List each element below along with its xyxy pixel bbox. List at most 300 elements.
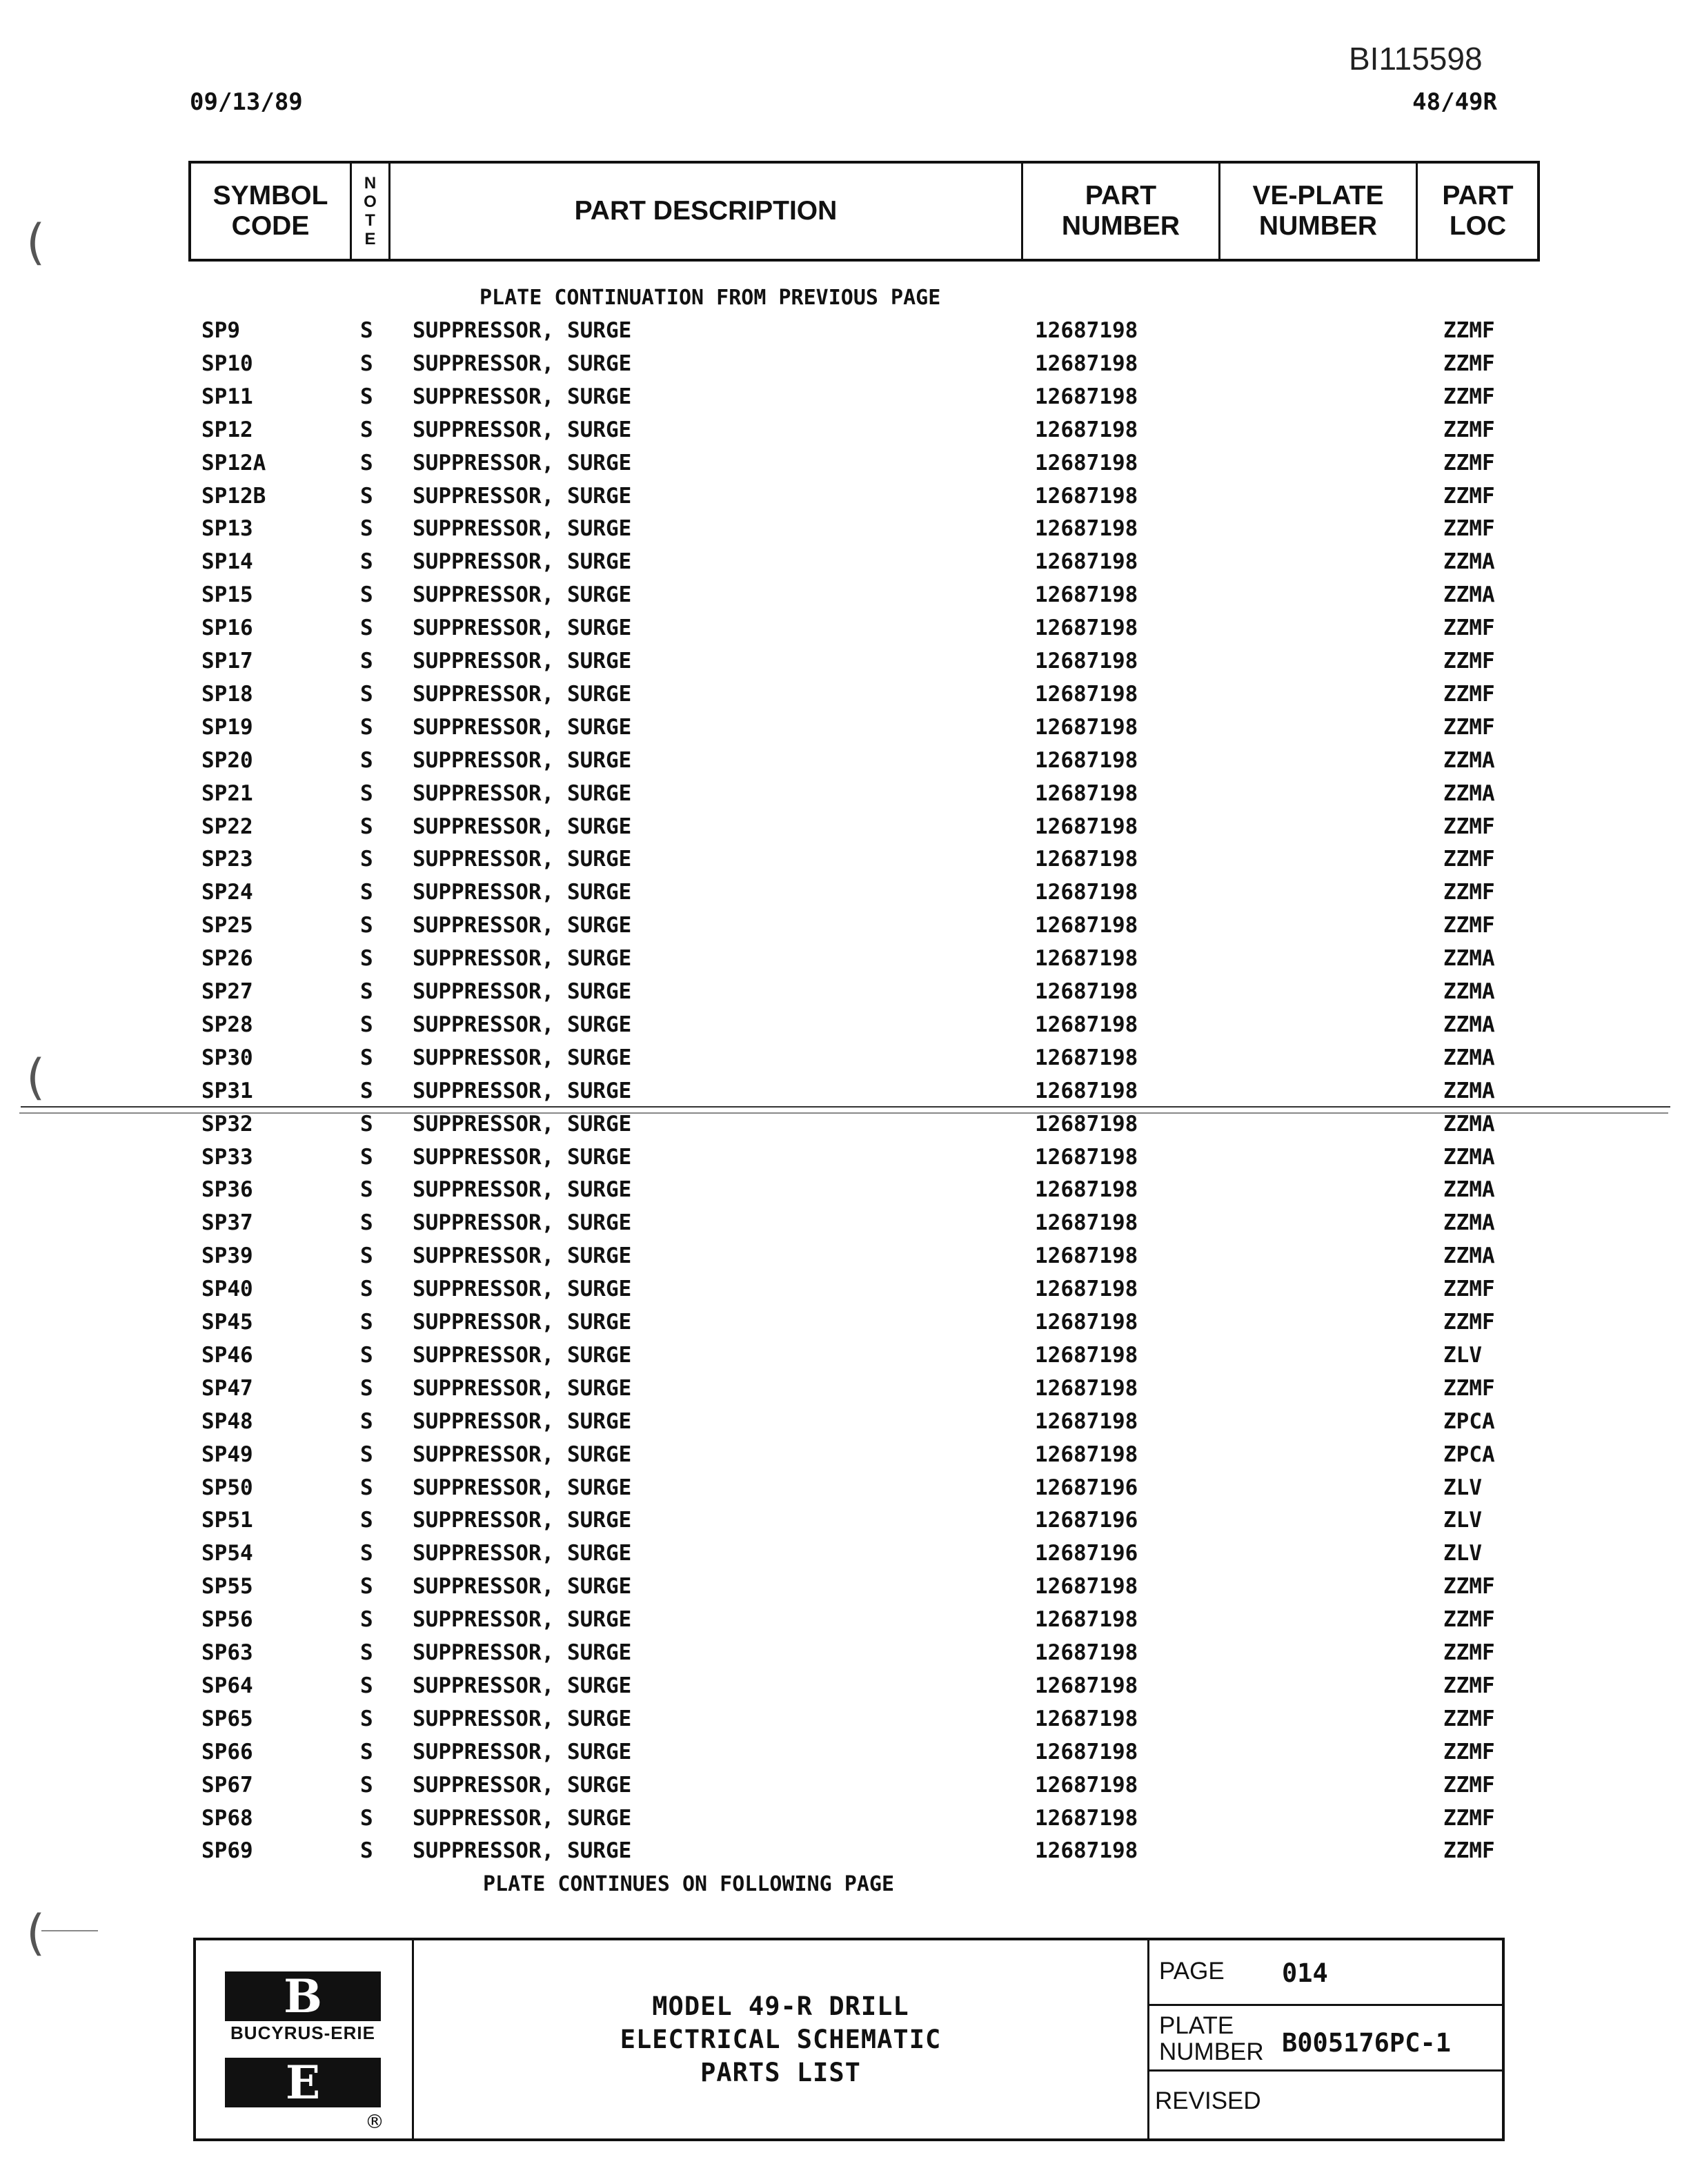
binding-mark: ( (26, 1049, 46, 1105)
part-loc: ZZMF (1443, 714, 1495, 740)
part-description: SUPPRESSOR, SURGE (413, 1243, 632, 1269)
part-loc: ZZMA (1443, 780, 1495, 806)
note-code: S (360, 1838, 373, 1864)
header-ve-plate-number: VE-PLATE NUMBER (1218, 164, 1416, 259)
symbol-code: SP12A (201, 450, 266, 475)
part-number: 12687198 (1035, 1012, 1138, 1037)
plate-number-label: PLATE NUMBER (1159, 2012, 1264, 2065)
table-row (0, 715, 1691, 748)
part-number: 12687198 (1035, 582, 1138, 608)
part-description: SUPPRESSOR, SURGE (413, 1772, 632, 1798)
part-description: SUPPRESSOR, SURGE (413, 913, 632, 938)
note-code: S (360, 946, 373, 972)
note-code: S (360, 1475, 373, 1500)
part-number: 12687198 (1035, 946, 1138, 972)
table-row (0, 1541, 1691, 1574)
note-code: S (360, 1706, 373, 1731)
note-code: S (360, 681, 373, 707)
part-description: SUPPRESSOR, SURGE (413, 847, 632, 872)
symbol-code: SP68 (201, 1805, 253, 1831)
note-code: S (360, 351, 373, 376)
logo-letter-e: E (225, 2058, 381, 2107)
part-loc: ZZMA (1443, 582, 1495, 608)
part-description: SUPPRESSOR, SURGE (413, 1310, 632, 1335)
table-row (0, 1607, 1691, 1640)
part-loc: ZZMF (1443, 880, 1495, 905)
header-part-description: PART DESCRIPTION (388, 164, 1021, 259)
part-description: SUPPRESSOR, SURGE (413, 1475, 632, 1500)
logo-letter-b: B (225, 1971, 381, 2021)
symbol-code: SP28 (201, 1012, 253, 1037)
note-code: S (360, 1111, 373, 1137)
part-loc: ZZMA (1443, 549, 1495, 575)
symbol-code: SP49 (201, 1442, 253, 1467)
note-code: S (360, 483, 373, 509)
note-code: S (360, 1375, 373, 1401)
part-number: 12687198 (1035, 1739, 1138, 1764)
symbol-code: SP27 (201, 979, 253, 1004)
symbol-code: SP39 (201, 1243, 253, 1269)
part-loc: ZZMF (1443, 450, 1495, 475)
part-loc: ZZMF (1443, 1277, 1495, 1302)
symbol-code: SP56 (201, 1607, 253, 1633)
part-loc: ZZMF (1443, 913, 1495, 938)
binding-mark: ( (26, 214, 46, 270)
table-row (0, 1310, 1691, 1343)
table-row (0, 1640, 1691, 1673)
table-row (0, 814, 1691, 847)
table-row (0, 417, 1691, 451)
part-number: 12687198 (1035, 1111, 1138, 1137)
symbol-code: SP31 (201, 1078, 253, 1103)
part-number: 12687196 (1035, 1541, 1138, 1566)
table-row (0, 1773, 1691, 1806)
note-code: S (360, 1012, 373, 1037)
part-description: SUPPRESSOR, SURGE (413, 1408, 632, 1434)
symbol-code: SP32 (201, 1111, 253, 1137)
symbol-code: SP16 (201, 616, 253, 641)
part-description: SUPPRESSOR, SURGE (413, 582, 632, 608)
table-row (0, 384, 1691, 417)
symbol-code: SP12 (201, 417, 253, 442)
part-description: SUPPRESSOR, SURGE (413, 1277, 632, 1302)
part-description: SUPPRESSOR, SURGE (413, 1640, 632, 1665)
part-loc: ZLV (1443, 1475, 1482, 1500)
part-description: SUPPRESSOR, SURGE (413, 880, 632, 905)
note-code: S (360, 1144, 373, 1170)
table-row (0, 1177, 1691, 1210)
part-number: 12687196 (1035, 1508, 1138, 1533)
note-code: S (360, 1640, 373, 1665)
symbol-code: SP18 (201, 681, 253, 707)
part-loc: ZZMF (1443, 616, 1495, 641)
part-description: SUPPRESSOR, SURGE (413, 747, 632, 773)
part-loc: ZZMA (1443, 946, 1495, 972)
part-loc: ZZMF (1443, 1310, 1495, 1335)
part-loc: ZZMF (1443, 1640, 1495, 1665)
part-number: 12687198 (1035, 979, 1138, 1004)
note-code: S (360, 1177, 373, 1203)
part-description: SUPPRESSOR, SURGE (413, 1375, 632, 1401)
symbol-code: SP37 (201, 1210, 253, 1236)
note-code: S (360, 1574, 373, 1600)
part-number: 12687198 (1035, 1838, 1138, 1864)
symbol-code: SP33 (201, 1144, 253, 1170)
note-code: S (360, 1310, 373, 1335)
part-loc: ZZMF (1443, 318, 1495, 343)
document-id: BI115598 (1349, 41, 1483, 77)
part-number: 12687198 (1035, 1673, 1138, 1698)
part-number: 12687198 (1035, 351, 1138, 376)
part-description: SUPPRESSOR, SURGE (413, 1838, 632, 1864)
part-number: 12687198 (1035, 814, 1138, 839)
page-number: 014 (1282, 1958, 1328, 1988)
continuation-note: PLATE CONTINUATION FROM PREVIOUS PAGE (479, 286, 941, 310)
part-loc: ZZMA (1443, 747, 1495, 773)
symbol-code: SP23 (201, 847, 253, 872)
part-loc: ZZMF (1443, 681, 1495, 707)
part-description: SUPPRESSOR, SURGE (413, 979, 632, 1004)
note-code: S (360, 979, 373, 1004)
part-description: SUPPRESSOR, SURGE (413, 1508, 632, 1533)
part-loc: ZZMF (1443, 649, 1495, 673)
symbol-code: SP46 (201, 1342, 253, 1368)
note-code: S (360, 582, 373, 608)
part-loc: ZZMF (1443, 483, 1495, 509)
symbol-code: SP10 (201, 351, 253, 376)
part-number: 12687198 (1035, 1408, 1138, 1434)
part-description: SUPPRESSOR, SURGE (413, 1673, 632, 1698)
part-loc: ZZMA (1443, 1045, 1495, 1070)
table-row (0, 1112, 1691, 1145)
header-symbol-code: SYMBOL CODE (212, 181, 328, 241)
part-description: SUPPRESSOR, SURGE (413, 549, 632, 575)
part-loc: ZZMF (1443, 351, 1495, 376)
table-row (0, 1376, 1691, 1409)
part-number: 12687198 (1035, 417, 1138, 442)
table-row (0, 1243, 1691, 1277)
note-code: S (360, 417, 373, 442)
title-line: ELECTRICAL SCHEMATIC (620, 2024, 942, 2054)
part-number: 12687198 (1035, 1574, 1138, 1600)
document-date: 09/13/89 (190, 88, 303, 116)
table-row (0, 1838, 1691, 1871)
part-description: SUPPRESSOR, SURGE (413, 1607, 632, 1633)
part-number: 12687198 (1035, 1243, 1138, 1269)
part-number: 12687198 (1035, 1706, 1138, 1731)
note-code: S (360, 1277, 373, 1302)
symbol-code: SP67 (201, 1772, 253, 1798)
symbol-code: SP25 (201, 913, 253, 938)
part-description: SUPPRESSOR, SURGE (413, 1342, 632, 1368)
part-description: SUPPRESSOR, SURGE (413, 1177, 632, 1203)
note-code: S (360, 913, 373, 938)
plate-row (1149, 2006, 1502, 2072)
part-loc: ZZMF (1443, 1607, 1495, 1633)
part-number: 12687198 (1035, 1640, 1138, 1665)
table-row (0, 781, 1691, 814)
part-description: SUPPRESSOR, SURGE (413, 1012, 632, 1037)
title-line: PARTS LIST (700, 2057, 861, 2087)
part-loc: ZZMA (1443, 979, 1495, 1004)
symbol-code: SP19 (201, 714, 253, 740)
part-description: SUPPRESSOR, SURGE (413, 1442, 632, 1467)
part-description: SUPPRESSOR, SURGE (413, 1210, 632, 1236)
symbol-code: SP14 (201, 549, 253, 575)
part-description: SUPPRESSOR, SURGE (413, 1111, 632, 1137)
header-part-loc: PART LOC (1416, 164, 1538, 259)
table-row (0, 1012, 1691, 1045)
table-row (0, 946, 1691, 979)
part-number: 12687198 (1035, 1078, 1138, 1103)
note-code: S (360, 1607, 373, 1633)
part-number: 12687198 (1035, 747, 1138, 773)
part-loc: ZZMF (1443, 1706, 1495, 1731)
note-code: S (360, 1045, 373, 1070)
symbol-code: SP64 (201, 1673, 253, 1698)
part-description: SUPPRESSOR, SURGE (413, 1045, 632, 1070)
note-code: S (360, 1739, 373, 1764)
symbol-code: SP69 (201, 1838, 253, 1864)
symbol-code: SP13 (201, 516, 253, 542)
symbol-code: SP55 (201, 1574, 253, 1600)
table-row (0, 1442, 1691, 1475)
part-loc: ZZMA (1443, 1078, 1495, 1103)
part-loc: ZZMF (1443, 417, 1495, 442)
table-row (0, 484, 1691, 517)
table-row (0, 748, 1691, 781)
part-description: SUPPRESSOR, SURGE (413, 351, 632, 376)
part-number: 12687198 (1035, 1375, 1138, 1401)
note-code: S (360, 616, 373, 641)
note-code: S (360, 1408, 373, 1434)
part-loc: ZLV (1443, 1342, 1482, 1368)
table-row (0, 351, 1691, 384)
note-code: S (360, 714, 373, 740)
part-loc: ZZMF (1443, 1375, 1495, 1401)
part-number: 12687198 (1035, 1442, 1138, 1467)
revised-row (1149, 2072, 1502, 2138)
part-loc: ZZMF (1443, 1805, 1495, 1831)
page-row (1149, 1940, 1502, 2006)
table-row (0, 682, 1691, 715)
binding-mark: ( (26, 1905, 46, 1961)
symbol-code: SP50 (201, 1475, 253, 1500)
table-row (0, 1277, 1691, 1310)
symbol-code: SP30 (201, 1045, 253, 1070)
symbol-code: SP15 (201, 582, 253, 608)
part-description: SUPPRESSOR, SURGE (413, 318, 632, 343)
note-code: S (360, 1673, 373, 1698)
part-number: 12687198 (1035, 880, 1138, 905)
symbol-code: SP66 (201, 1739, 253, 1764)
part-number: 12687198 (1035, 1177, 1138, 1203)
note-code: S (360, 780, 373, 806)
part-description: SUPPRESSOR, SURGE (413, 1144, 632, 1170)
note-code: S (360, 516, 373, 542)
symbol-code: SP51 (201, 1508, 253, 1533)
table-row (0, 451, 1691, 484)
part-loc: ZZMF (1443, 1772, 1495, 1798)
header-note: N O T E (350, 164, 388, 259)
note-code: S (360, 1342, 373, 1368)
revised-label: REVISED (1155, 2087, 1261, 2114)
part-loc: ZZMF (1443, 1574, 1495, 1600)
note-code: S (360, 649, 373, 673)
part-description: SUPPRESSOR, SURGE (413, 1078, 632, 1103)
registered-mark: ® (365, 2110, 384, 2133)
part-description: SUPPRESSOR, SURGE (413, 1706, 632, 1731)
document-title (414, 1940, 1147, 2138)
part-number: 12687198 (1035, 318, 1138, 343)
continues-note: PLATE CONTINUES ON FOLLOWING PAGE (483, 1872, 895, 1896)
table-row (0, 1409, 1691, 1442)
part-number: 12687198 (1035, 1772, 1138, 1798)
part-loc: ZZMF (1443, 1673, 1495, 1698)
part-loc: ZZMA (1443, 1243, 1495, 1269)
part-loc: ZZMA (1443, 1177, 1495, 1203)
table-row (0, 1740, 1691, 1773)
note-code: S (360, 814, 373, 839)
part-loc: ZZMA (1443, 1111, 1495, 1137)
title-block (193, 1938, 1505, 2141)
part-number: 12687198 (1035, 1210, 1138, 1236)
part-description: SUPPRESSOR, SURGE (413, 714, 632, 740)
part-description: SUPPRESSOR, SURGE (413, 946, 632, 972)
part-number: 12687198 (1035, 1144, 1138, 1170)
symbol-code: SP65 (201, 1706, 253, 1731)
table-row (0, 1706, 1691, 1740)
part-loc: ZZMA (1443, 1210, 1495, 1236)
part-description: SUPPRESSOR, SURGE (413, 1574, 632, 1600)
part-number: 12687198 (1035, 714, 1138, 740)
part-number: 12687198 (1035, 1342, 1138, 1368)
title-line: MODEL 49-R DRILL (652, 1991, 909, 2021)
part-description: SUPPRESSOR, SURGE (413, 649, 632, 673)
part-description: SUPPRESSOR, SURGE (413, 450, 632, 475)
symbol-code: SP47 (201, 1375, 253, 1401)
table-row (0, 1343, 1691, 1376)
note-code: S (360, 318, 373, 343)
part-number: 12687198 (1035, 1045, 1138, 1070)
note-code: S (360, 549, 373, 575)
symbol-code: SP21 (201, 780, 253, 806)
plate-number: B005176PC-1 (1282, 2028, 1452, 2058)
part-number: 12687198 (1035, 384, 1138, 409)
table-row (0, 1475, 1691, 1508)
model-code: 48/49R (1412, 88, 1497, 116)
part-number: 12687198 (1035, 616, 1138, 641)
part-description: SUPPRESSOR, SURGE (413, 814, 632, 839)
part-number: 12687198 (1035, 681, 1138, 707)
table-row (0, 1145, 1691, 1178)
symbol-code: SP45 (201, 1310, 253, 1335)
note-code: S (360, 1243, 373, 1269)
table-row (0, 1508, 1691, 1541)
part-loc: ZZMF (1443, 1838, 1495, 1864)
part-loc: ZZMF (1443, 384, 1495, 409)
part-number: 12687198 (1035, 649, 1138, 673)
part-loc: ZZMF (1443, 516, 1495, 542)
note-code: S (360, 1508, 373, 1533)
part-number: 12687198 (1035, 1310, 1138, 1335)
part-loc: ZZMF (1443, 847, 1495, 872)
binding-tick (41, 1930, 98, 1931)
table-row (0, 979, 1691, 1012)
note-code: S (360, 847, 373, 872)
table-row (0, 549, 1691, 582)
table-row (0, 1574, 1691, 1607)
note-code: S (360, 384, 373, 409)
company-logo (196, 1940, 414, 2138)
part-loc: ZZMF (1443, 1739, 1495, 1764)
symbol-code: SP22 (201, 814, 253, 839)
page-label: PAGE (1159, 1958, 1225, 1985)
symbol-code: SP36 (201, 1177, 253, 1203)
part-number: 12687198 (1035, 1607, 1138, 1633)
part-description: SUPPRESSOR, SURGE (413, 1541, 632, 1566)
part-description: SUPPRESSOR, SURGE (413, 483, 632, 509)
symbol-code: SP12B (201, 483, 266, 509)
logo-company-name: BUCYRUS-ERIE (230, 2023, 375, 2043)
note-code: S (360, 450, 373, 475)
table-row (0, 880, 1691, 913)
part-description: SUPPRESSOR, SURGE (413, 1739, 632, 1764)
symbol-code: SP24 (201, 880, 253, 905)
part-loc: ZPCA (1443, 1408, 1495, 1434)
table-row (0, 1806, 1691, 1839)
part-description: SUPPRESSOR, SURGE (413, 516, 632, 542)
part-number: 12687198 (1035, 1805, 1138, 1831)
part-number: 12687196 (1035, 1475, 1138, 1500)
symbol-code: SP20 (201, 747, 253, 773)
part-loc: ZZMA (1443, 1012, 1495, 1037)
table-row (0, 913, 1691, 946)
part-number: 12687198 (1035, 450, 1138, 475)
table-row (0, 649, 1691, 682)
table-row (0, 582, 1691, 616)
part-description: SUPPRESSOR, SURGE (413, 780, 632, 806)
part-loc: ZLV (1443, 1541, 1482, 1566)
part-description: SUPPRESSOR, SURGE (413, 417, 632, 442)
header-part-number: PART NUMBER (1021, 164, 1218, 259)
symbol-code: SP26 (201, 946, 253, 972)
symbol-code: SP11 (201, 384, 253, 409)
part-description: SUPPRESSOR, SURGE (413, 681, 632, 707)
part-loc: ZZMA (1443, 1144, 1495, 1170)
part-number: 12687198 (1035, 483, 1138, 509)
page-info (1147, 1940, 1502, 2138)
symbol-code: SP17 (201, 649, 253, 673)
note-code: S (360, 880, 373, 905)
note-code: S (360, 1805, 373, 1831)
table-row (0, 1045, 1691, 1079)
symbol-code: SP54 (201, 1541, 253, 1566)
part-description: SUPPRESSOR, SURGE (413, 384, 632, 409)
note-code: S (360, 1078, 373, 1103)
symbol-code: SP63 (201, 1640, 253, 1665)
part-number: 12687198 (1035, 913, 1138, 938)
note-code: S (360, 1210, 373, 1236)
part-loc: ZPCA (1443, 1442, 1495, 1467)
part-loc: ZLV (1443, 1508, 1482, 1533)
symbol-code: SP40 (201, 1277, 253, 1302)
part-loc: ZZMF (1443, 814, 1495, 839)
table-row (0, 1673, 1691, 1706)
part-number: 12687198 (1035, 549, 1138, 575)
table-row (0, 318, 1691, 351)
note-code: S (360, 1541, 373, 1566)
